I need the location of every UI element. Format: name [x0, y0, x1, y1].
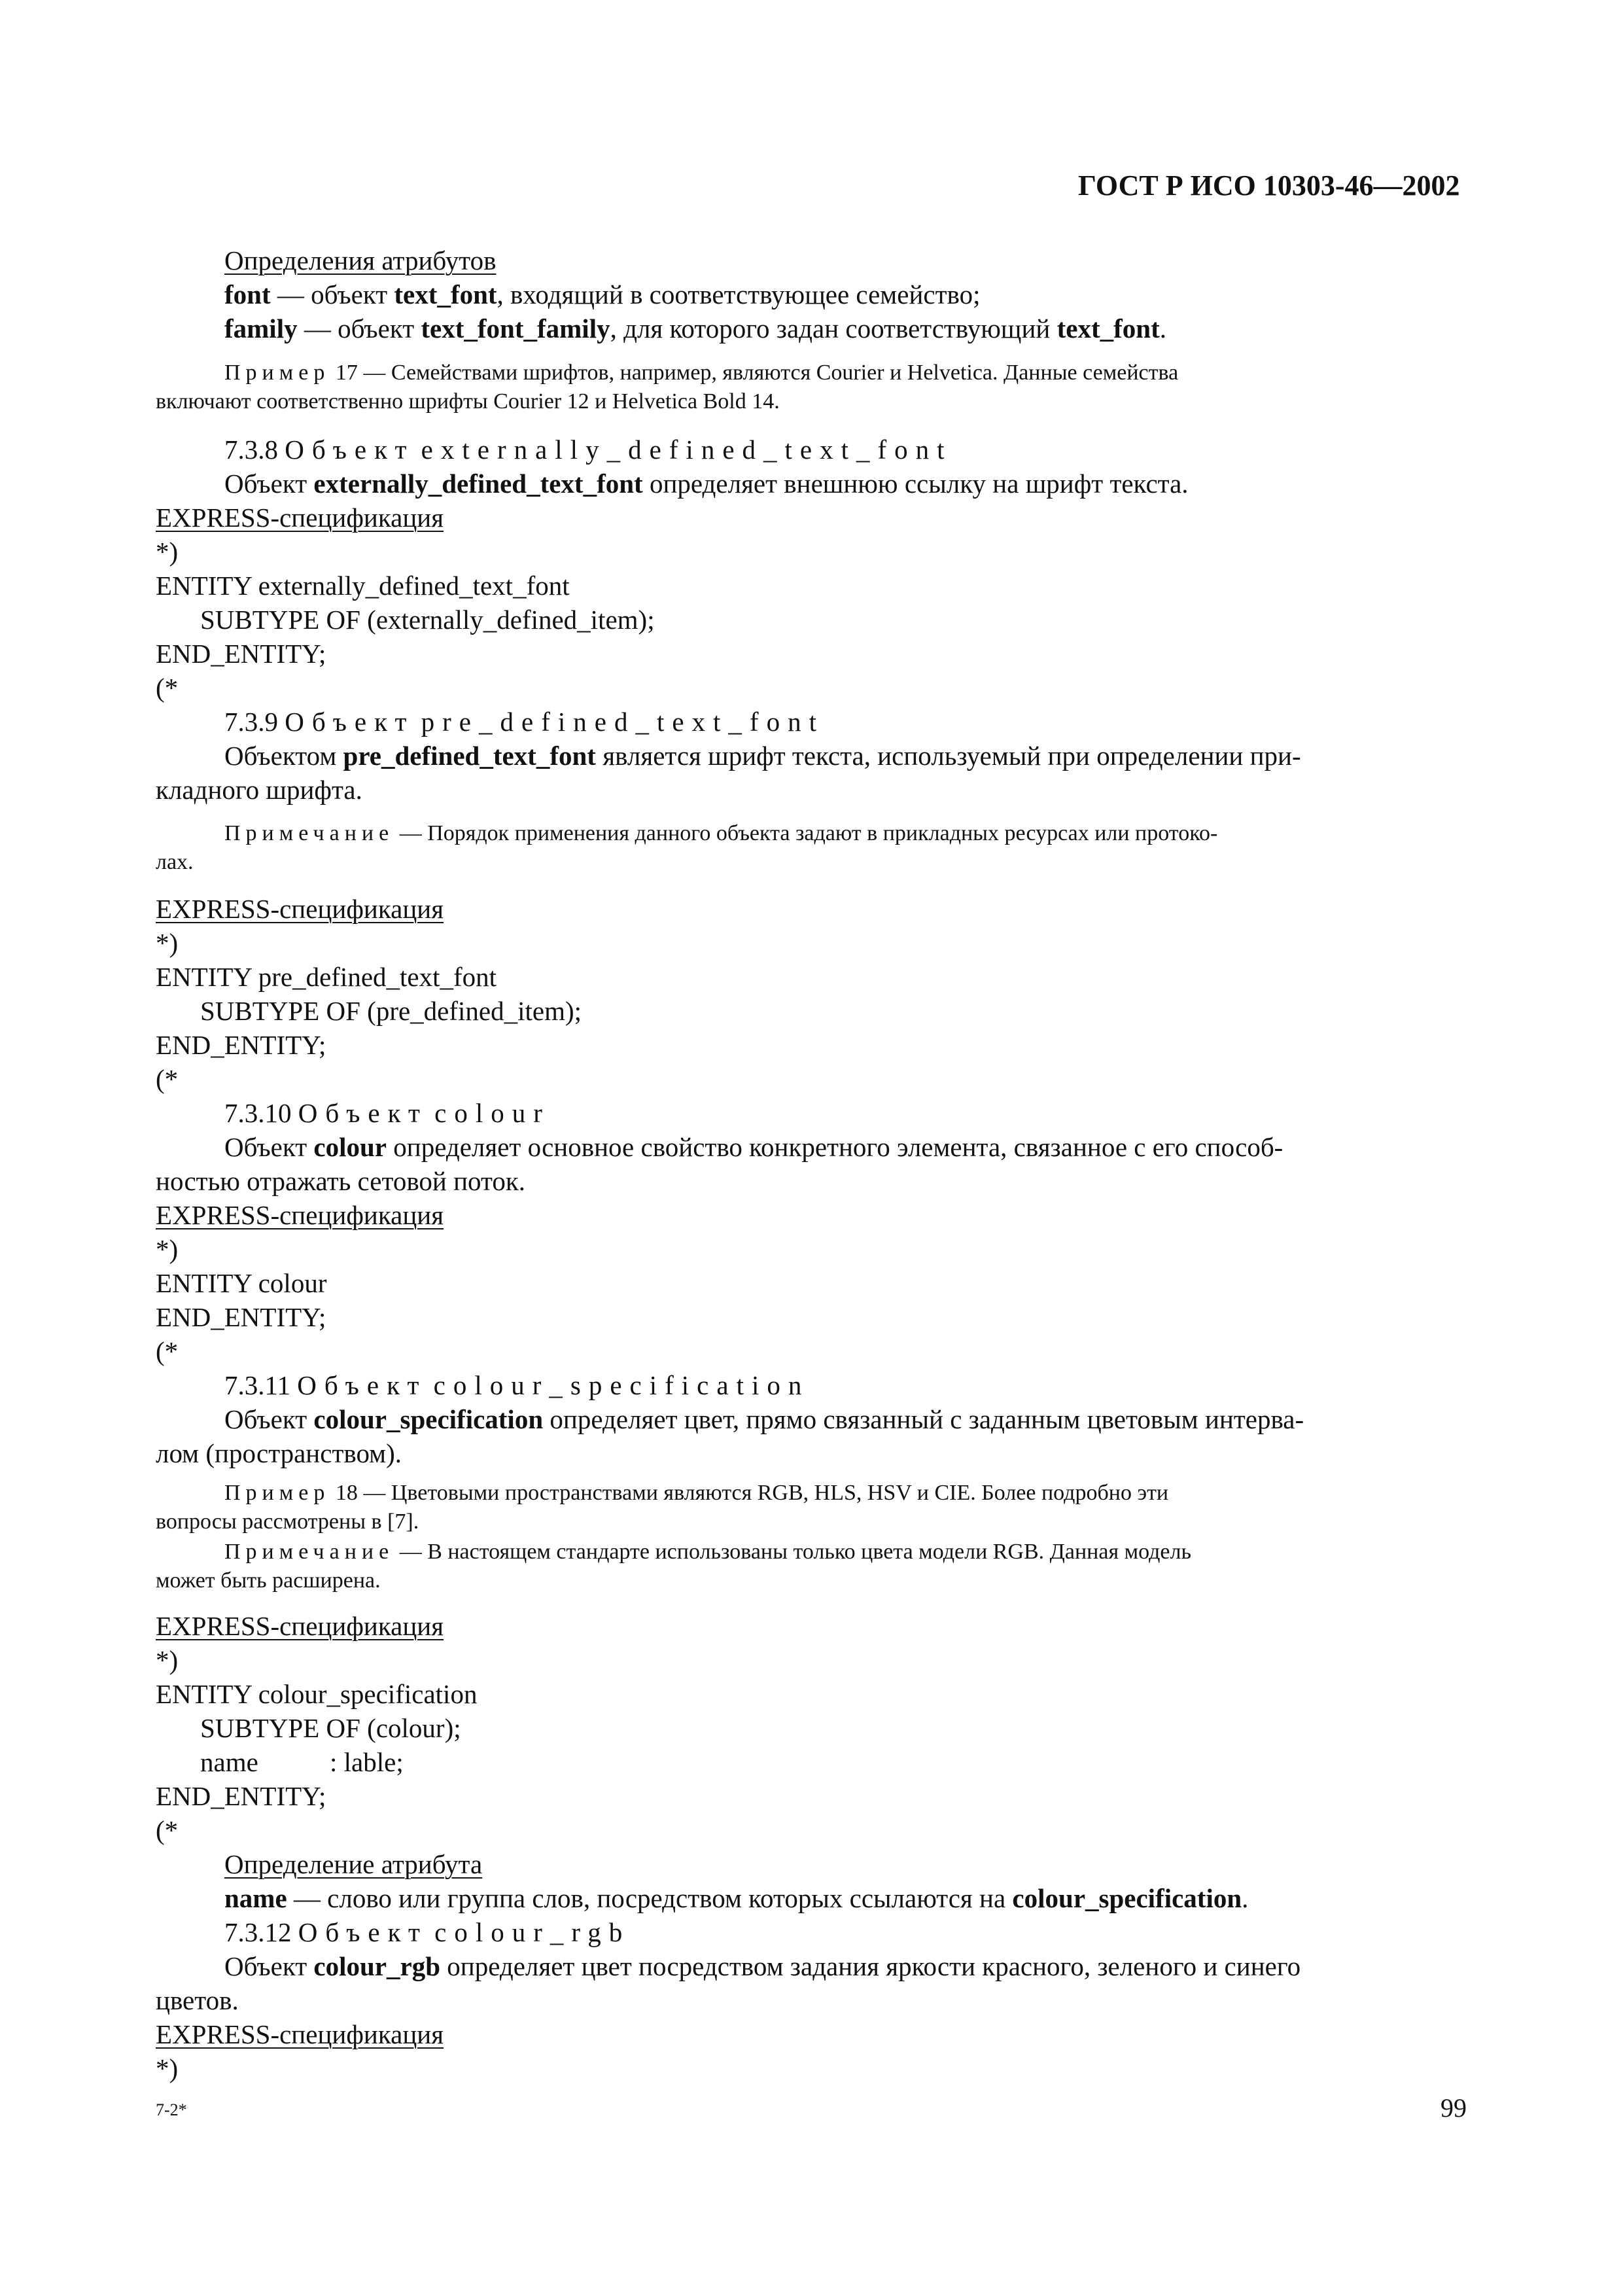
section-word: Объект	[298, 1917, 428, 1947]
attr-family-ref2: text_font	[1056, 313, 1160, 344]
attr-font-text-end: , входящий в соответствующее семейство;	[497, 279, 981, 309]
desc-post: является шрифт текста, используемый при определении при-	[595, 741, 1301, 771]
attr-name: name	[224, 1883, 287, 1913]
express-heading: EXPRESS-спецификация	[156, 1200, 444, 1230]
desc-post: определяет основное свойство конкретного элемента, связанное с его способ-	[387, 1132, 1283, 1162]
attr-def-heading: Определение атрибута	[224, 1849, 483, 1879]
code-line: ENTITY colour	[156, 1268, 327, 1298]
section-7-3-9-description	[224, 739, 1301, 772]
desc-pre: Объект	[224, 1404, 314, 1434]
code-line: SUBTYPE OF (colour);	[200, 1713, 461, 1743]
section-number: 7.3.12	[224, 1917, 298, 1947]
section-number: 7.3.11	[224, 1370, 298, 1400]
sheet-mark: 7-2*	[156, 2100, 187, 2119]
note-text: — Порядок применения данного объекта задают в прикладных ресурсах или протоко-	[394, 821, 1218, 845]
code-line: SUBTYPE OF (externally_defined_item);	[200, 605, 655, 635]
section-entity-name: pre_defined_text_font	[421, 707, 824, 737]
code-line: *)	[156, 1645, 179, 1675]
code-line: (*	[156, 1336, 179, 1366]
code-line: ENTITY colour_specification	[156, 1679, 478, 1709]
code-line: *)	[156, 928, 179, 958]
section-7-3-9-heading	[224, 705, 824, 738]
section-entity-name: externally_defined_text_font	[421, 434, 952, 465]
section-7-3-10-description-line2: ностью отражать сетовой поток.	[156, 1166, 526, 1196]
desc-pre: Объект	[224, 468, 314, 499]
section-7-3-9-description-line2: кладного шрифта.	[156, 775, 362, 805]
section-7-3-12-description-line2: цветов.	[156, 1985, 239, 2015]
standard-header: ГОСТ Р ИСО 10303-46—2002	[1078, 169, 1460, 202]
code-line: ENTITY externally_defined_text_font	[156, 571, 570, 601]
code-line: END_ENTITY;	[156, 1781, 326, 1811]
express-heading: EXPRESS-спецификация	[156, 1611, 444, 1641]
code-line: *)	[156, 537, 179, 567]
code-line: END_ENTITY;	[156, 1302, 326, 1332]
attr-family-text: — объект	[297, 313, 421, 344]
desc-entity: externally_defined_text_font	[313, 468, 643, 499]
note-label: Примечание	[224, 821, 394, 845]
section-number: 7.3.9	[224, 707, 285, 737]
code-line: END_ENTITY;	[156, 1030, 326, 1060]
page-number: 99	[1440, 2093, 1467, 2123]
note-line2: может быть расширена.	[156, 1568, 381, 1593]
section-entity-name: colour_specification	[433, 1370, 810, 1400]
section-word: Объект	[285, 707, 415, 737]
code-line: END_ENTITY;	[156, 639, 326, 669]
section-7-3-8-heading	[224, 433, 952, 466]
attr-ref: colour_specification	[1012, 1883, 1242, 1913]
attr-end: .	[1242, 1883, 1249, 1913]
section-entity-name: colour_rgb	[434, 1917, 631, 1947]
section-word: Объект	[285, 434, 415, 465]
desc-entity: colour	[313, 1132, 387, 1162]
attr-font-ref: text_font	[394, 279, 497, 309]
note-line2: лах.	[156, 850, 194, 874]
code-line: *)	[156, 2053, 179, 2083]
attr-font-name: font	[224, 279, 271, 309]
attr-family-definition	[224, 312, 1166, 345]
desc-pre: Объект	[224, 1132, 314, 1162]
code-line: SUBTYPE OF (pre_defined_item);	[200, 996, 582, 1026]
desc-pre: Объект	[224, 1951, 314, 1981]
desc-entity: pre_defined_text_font	[343, 741, 596, 771]
section-7-3-8-description	[224, 467, 1189, 500]
section-7-3-11-heading	[224, 1369, 809, 1402]
code-line: ENTITY pre_defined_text_font	[156, 962, 497, 992]
example-17-line2: включают соответственно шрифты Courier 12 и Helvetica Bold 14.	[156, 389, 780, 414]
example-17-label: Пример	[224, 361, 330, 385]
note-line1	[224, 819, 1217, 848]
example-18-line2: вопросы рассмотрены в [7].	[156, 1510, 419, 1534]
section-number: 7.3.10	[224, 1098, 298, 1128]
desc-pre: Объектом	[224, 741, 343, 771]
note-text: — В настоящем стандарте использованы только цвета модели RGB. Данная модель	[394, 1540, 1191, 1564]
attr-family-text-mid: , для которого задан соответствующий	[610, 313, 1057, 344]
section-7-3-10-heading	[224, 1097, 550, 1129]
code-line: (*	[156, 673, 179, 703]
section-7-3-12-description	[224, 1950, 1300, 1983]
section-7-3-12-heading	[224, 1916, 630, 1949]
section-7-3-11-description	[224, 1403, 1304, 1436]
express-heading: EXPRESS-спецификация	[156, 2019, 444, 2049]
example-17-line1	[224, 359, 1475, 387]
attr-defs-heading: Определения атрибутов	[224, 245, 497, 275]
example-17-text: 17 — Семействами шрифтов, например, являются Courier и Helvetica. Данные семейства	[330, 361, 1179, 385]
code-line: (*	[156, 1815, 179, 1845]
section-word: Объект	[298, 1098, 428, 1128]
example-18-label: Пример	[224, 1481, 330, 1505]
desc-entity: colour_specification	[313, 1404, 544, 1434]
attr-family-name: family	[224, 313, 298, 344]
section-entity-name: colour	[434, 1098, 550, 1128]
desc-post: определяет внешнюю ссылку на шрифт текста.	[642, 468, 1189, 499]
attr-family-ref: text_font_family	[421, 313, 610, 344]
code-attr-name: name	[200, 1747, 258, 1777]
express-heading: EXPRESS-спецификация	[156, 503, 444, 533]
code-line: (*	[156, 1064, 179, 1094]
section-number: 7.3.8	[224, 434, 285, 465]
express-heading: EXPRESS-спецификация	[156, 894, 444, 924]
section-7-3-11-description-line2: лом (пространством).	[156, 1438, 402, 1468]
example-18-text: 18 — Цветовыми пространствами являются RGB, HLS, HSV и CIE. Более подробно эти	[330, 1481, 1169, 1505]
desc-post: определяет цвет, прямо связанный с заданным цветовым интерва-	[543, 1404, 1304, 1434]
attr-name-definition	[224, 1882, 1248, 1915]
code-line: *)	[156, 1234, 179, 1264]
attr-text: — слово или группа слов, посредством которых ссылаются на	[287, 1883, 1013, 1913]
section-7-3-10-description	[224, 1131, 1283, 1163]
desc-post: определяет цвет посредством задания яркости красного, зеленого и синего	[440, 1951, 1301, 1981]
example-18-line1	[224, 1479, 1168, 1508]
note-line1	[224, 1538, 1191, 1566]
attr-font-definition	[224, 278, 980, 311]
section-word: Объект	[297, 1370, 427, 1400]
note-label: Примечание	[224, 1540, 394, 1564]
attr-font-text: — объект	[270, 279, 394, 309]
desc-entity: colour_rgb	[313, 1951, 440, 1981]
code-attr-type: : lable;	[330, 1747, 404, 1777]
attr-family-text-end: .	[1159, 313, 1166, 344]
